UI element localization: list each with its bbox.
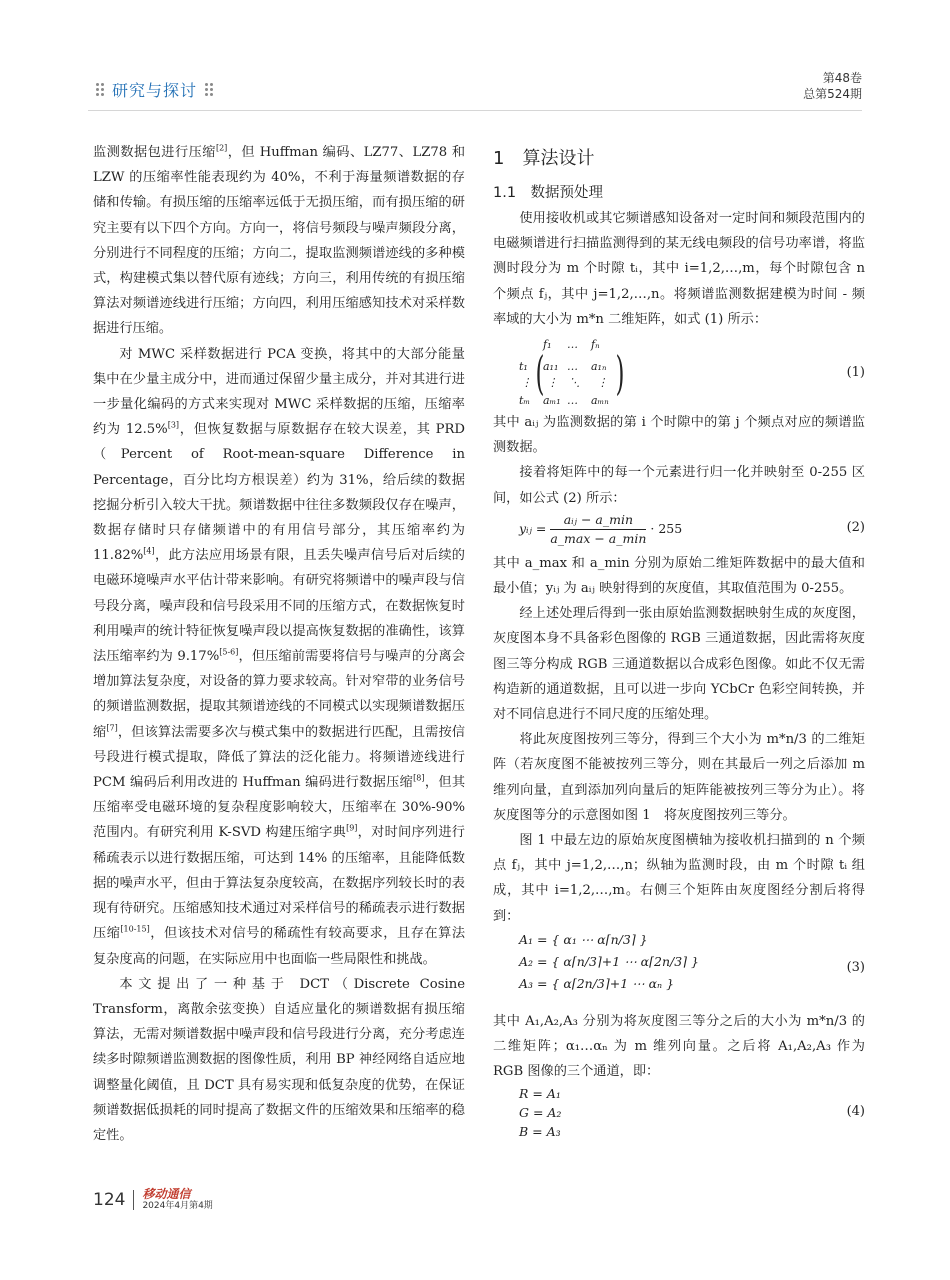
matrix-cell: ⋱: [569, 376, 580, 390]
fraction-denominator: a_max − a_min: [550, 530, 647, 546]
paragraph: 本文提出了一种基于 DCT（Discrete Cosine Transform，离散余弦变换）自适应量化的频谱数据有损压缩算法，无需对频谱数据中噪声段和信号段进行分离，充分考虑连续多时隙频谱监测数据的图像性质，利用 BP 神经网络自适应地调整量化阈值，且 DCT 具有易实现和低复杂度的优势，在保证频谱数据低损耗的同时提高了数据文件的压缩效果和压缩率的稳定性。: [93, 976, 465, 1143]
issue-date: 2024年4月第4期: [142, 1201, 213, 1211]
section-title: 研究与探讨: [112, 81, 198, 100]
journal-name: 移动通信: [142, 1187, 191, 1201]
fraction-numerator: aᵢⱼ − a_min: [550, 511, 646, 530]
right-column: [493, 140, 865, 1144]
matrix-cell: …: [567, 338, 578, 352]
equation-1: [493, 332, 865, 410]
equation-number: (2): [846, 519, 865, 535]
equation-2: [493, 511, 865, 551]
equation-line: B = A₃: [519, 1124, 561, 1140]
volume-info: [803, 70, 862, 102]
paragraph: 图 1 中最左边的原始灰度图横轴为接收机扫描到的 n 个频点 fⱼ，其中 j=1,2,…,n；纵轴为监测时段，由 m 个时隙 tᵢ 组成，其中 i=1,2,…,m。右侧三个矩阵由灰度图经分割后将得到：: [493, 833, 865, 924]
equation-3: [493, 929, 865, 1009]
equation-number: (3): [846, 959, 865, 975]
matrix-cell: ⋮: [521, 376, 532, 390]
paragraph: 使用接收机或其它频谱感知设备对一定时间和频段范围内的电磁频谱进行扫描监测得到的某无线电频段的信号功率谱，将监测时段分为 m 个时隙 tᵢ，其中 i=1,2,…,m，每个时隙包含 n 个频点 fⱼ，其中 j=1,2,…,n。将频谱监测数据建模为时间 - 频率域的大小为 m*n 二维矩阵，如式 (1) 所示：: [493, 211, 865, 327]
matrix-cell: ⋮: [597, 376, 608, 390]
citation[interactable]: [5-6]: [219, 647, 239, 657]
journal-info: [142, 1188, 212, 1212]
matrix-cell: ⋮: [547, 376, 558, 390]
page-footer: [93, 1186, 213, 1214]
equation-number: (4): [846, 1104, 865, 1120]
matrix-cell: …: [567, 394, 578, 408]
citation[interactable]: [2]: [215, 143, 228, 153]
issue-total: 总第524期: [803, 87, 862, 101]
matrix-cell: …: [567, 360, 578, 374]
subsection-heading: 1.1 数据预处理: [493, 185, 604, 201]
dots-icon: [96, 83, 104, 96]
equation-line: A₂ = { α⌈n/3⌉+1 ⋯ α⌈2n/3⌉ }: [519, 953, 699, 969]
paragraph: 将此灰度图按列三等分，得到三个大小为 m*n/3 的二维矩阵（若灰度图不能被按列三等分，则在其最后一列之后添加 m 维列向量，直到添加列向量后的矩阵能被按列三等分为止）。将灰度图等分的示意图如图 1 将灰度图按列三等分。: [493, 732, 865, 823]
fraction: [550, 511, 646, 548]
section-tag: [88, 78, 221, 101]
paragraph: 经上述处理后得到一张由原始监测数据映射生成的灰度图，灰度图本身不具备彩色图像的 RGB 三通道数据，因此需将灰度图三等分构成 RGB 三通道数据以合成彩色图像。如此不仅无需构造新的通道数据，且可以进一步向 YCbCr 色彩空间转换，并对不同信息进行不同尺度的压缩处理。: [493, 606, 865, 723]
paragraph: 其中 a_max 和 a_min 分别为原始二维矩阵数据中的最大值和最小值；yᵢⱼ 为 aᵢⱼ 映射得到的灰度值，其取值范围为 0-255。: [493, 555, 865, 597]
matrix-cell: fₙ: [591, 338, 600, 352]
matrix-cell: t₁: [519, 360, 528, 374]
paragraph: 其中 aᵢⱼ 为监测数据的第 i 个时隙中的第 j 个频点对应的频谱监测数据。: [493, 415, 865, 456]
matrix: f₁ … fₙ t₁ ⋮ tₘ ( a₁₁ … a₁ₙ ⋮ ⋱ ⋮ aₘ₁ … aₘₙ ): [519, 332, 865, 410]
equation-line: R = A₁: [519, 1086, 561, 1102]
citation[interactable]: [8]: [413, 773, 425, 783]
equation-number: (1): [846, 365, 865, 381]
page-header: [88, 60, 862, 111]
dots-icon: [205, 83, 213, 96]
page-number: 124: [93, 1190, 134, 1210]
citation[interactable]: [3]: [167, 420, 180, 430]
citation[interactable]: [9]: [346, 824, 358, 834]
matrix-cell: f₁: [543, 338, 552, 352]
matrix-cell: aₘ₁: [543, 394, 561, 408]
paragraph: 接着将矩阵中的每一个元素进行归一化并映射至 0-255 区间，如公式 (2) 所示：: [493, 465, 865, 506]
equation-4: [493, 1084, 865, 1144]
equation-line: A₁ = { α₁ ⋯ α⌈n/3⌉ }: [519, 931, 648, 947]
matrix-cell: a₁₁: [543, 360, 559, 374]
volume: 第48卷: [822, 71, 862, 85]
section-heading: 1 算法设计: [493, 148, 595, 169]
citation[interactable]: [10-15]: [120, 924, 150, 934]
equation-tail: · 255: [650, 520, 683, 536]
matrix-cell: a₁ₙ: [591, 360, 607, 374]
citation[interactable]: [7]: [106, 723, 118, 733]
citation[interactable]: [4]: [143, 546, 155, 556]
equation-line: G = A₂: [519, 1105, 562, 1121]
paragraph: 其中 A₁,A₂,A₃ 分别为将灰度图三等分之后的大小为 m*n/3 的二维矩阵；α₁…αₙ 为 m 维列向量。之后将 A₁,A₂,A₃ 作为 RGB 图像的三个通道，即：: [493, 1013, 865, 1080]
equation-lhs: yᵢⱼ =: [519, 520, 547, 536]
matrix-cell: aₘₙ: [591, 394, 609, 408]
paragraph: 对 MWC 采样数据进行 PCA 变换，将其中的大部分能量集中在少量主成分中，进而通过保留少量主成分，并对其进行进一步量化编码的方式来实现对 MWC 采样数据的压缩，压缩率约为 12.5%[3]，但恢复数据与原数据存在较大误差，其 PRD（Percent of Root-mean-square Difference in Percentage，百分比均方根误差）约为 31%，给后续的数据挖掘分析引入较大干扰。频谱数据中往往多数频段仅存在噪声，数据存储时只存储频谱中的有用信号部分，其压缩率约为 11.82%[4]，此方法应用场景有限，且丢失噪声信号后对后续的电磁环境噪声水平估计带来影响。有研究将频谱中的噪声段与信号段分离，噪声段和信号段采用不同的压缩方式，在数据恢复时利用噪声的统计特征恢复噪声段以提高恢复数据的准确性，该算法压缩率约为 9.17%[5-6]，但压缩前需要将信号与噪声的分离会增加算法复杂度，对设备的算力要求较高。针对窄带的业务信号的频谱监测数据，提取其频谱迹线的不同模式以实现频谱数据压缩[7]，但该算法需要多次与模式集中的数据进行匹配，且需按信号段进行模式提取，降低了算法的泛化能力。将频谱迹线进行 PCM 编码后利用改进的 Huffman 编码进行数据压缩[8]，但其压缩率受电磁环境的复杂程度影响较大，压缩率在 30%-90% 范围内。有研究利用 K-SVD 构建压缩字典[9]，对时间序列进行稀疏表示以进行数据压缩，可达到 14% 的压缩率，且能降低数据的噪声水平，但由于算法复杂度较高，在数据序列较长时的表现有待研究。压缩感知技术通过对采样信号的稀疏表示进行数据压缩[10-15]，但该技术对信号的稀疏性有较高要求，且存在算法复杂度高的问题，在实际应用中也面临一些局限性和挑战。: [93, 346, 466, 967]
matrix-cell: tₘ: [519, 394, 531, 408]
paragraph: 监测数据包进行压缩[2]，但 Huffman 编码、LZ77、LZ78 和 LZW 的压缩率性能表现约为 40%，不利于海量频谱数据的存储和传输。有损压缩的压缩率远低于无损压缩，而有损压缩的研究主要有以下四个方向。方向一，将信号频段与噪声频段分离，分别进行不同程度的压缩；方向二，提取监测频谱迹线的多种模式，构建模式集以替代原有迹线；方向三，利用传统的有损压缩算法对频谱迹线进行压缩；方向四，利用压缩感知技术对采样数据进行压缩。: [93, 143, 466, 337]
equation-line: A₃ = { α⌈2n/3⌉+1 ⋯ αₙ }: [519, 975, 675, 991]
left-column: [93, 140, 465, 1148]
